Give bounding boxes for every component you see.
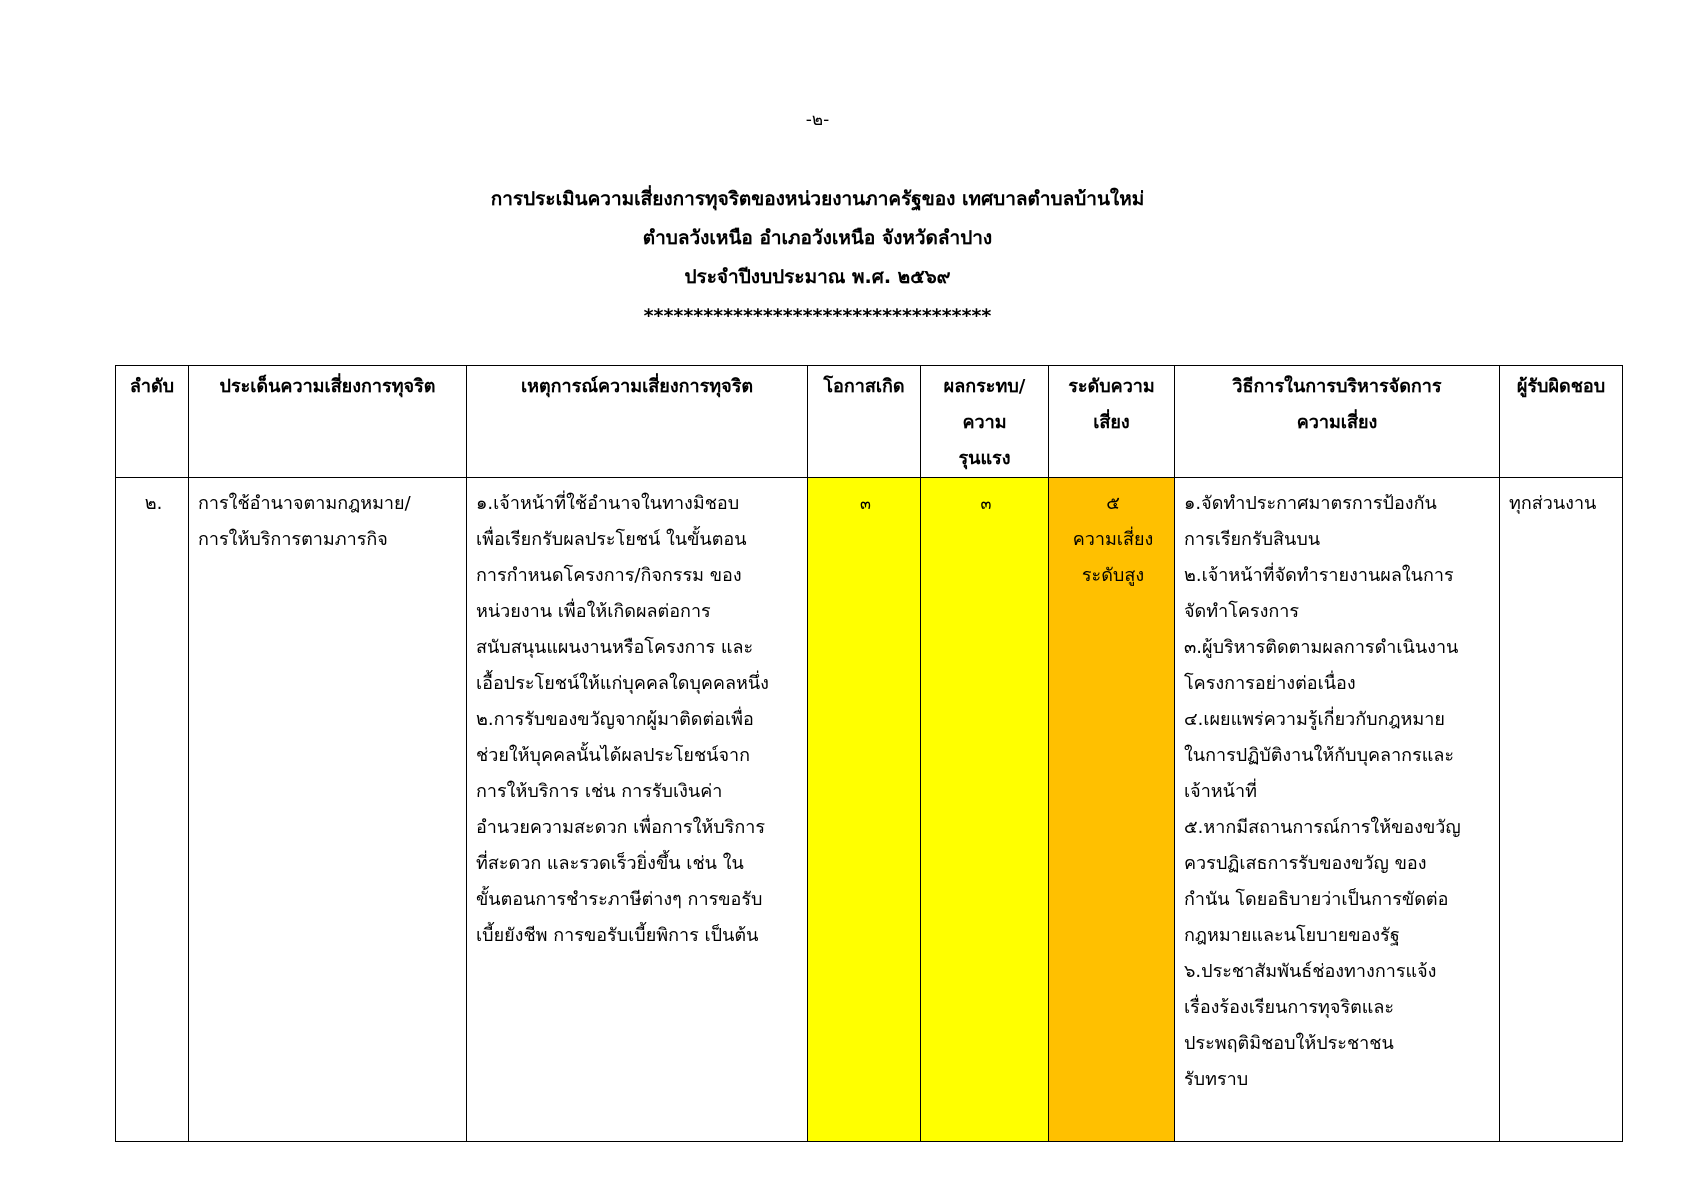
heading-line-3: ประจำปีงบประมาณ พ.ศ. ๒๕๖๙ [684, 266, 951, 288]
header-impact-line: ผลกระทบ/ [943, 376, 1026, 397]
cell-order: ๒. [116, 478, 189, 1142]
likelihood-score: ๓ [860, 494, 871, 513]
cell-likelihood [808, 478, 921, 1142]
cell-issue [189, 478, 467, 1142]
impact-score: ๓ [980, 494, 992, 513]
risk-level-text: ความเสี่ยง [1072, 529, 1154, 550]
event-line: ขั้นตอนการชำระภาษีต่างๆ การขอรับ [476, 889, 763, 910]
method-line: การเรียกรับสินบน [1184, 529, 1321, 550]
event-line: เพื่อเรียกรับผลประโยชน์ ในขั้นตอน [476, 529, 747, 550]
event-line: อำนวยความสะดวก เพื่อการให้บริการ [476, 817, 765, 838]
header-level [1049, 366, 1175, 478]
method-line: เจ้าหน้าที่ [1184, 781, 1257, 802]
method-line: ในการปฏิบัติงานให้กับบุคลากรและ [1184, 745, 1455, 766]
header-likelihood: โอกาสเกิด [808, 366, 921, 478]
issue-line: การใช้อำนาจตามกฎหมาย/ [198, 493, 411, 514]
event-line: เอื้อประโยชน์ให้แก่บุคคลใดบุคคลหนึ่ง [476, 673, 769, 694]
method-line: ๕.หากมีสถานการณ์การให้ของขวัญ [1184, 817, 1461, 838]
method-line: กฎหมายและนโยบายของรัฐ [1184, 925, 1400, 946]
header-order: ลำดับ [116, 366, 189, 478]
event-line: การกำหนดโครงการ/กิจกรรม ของ [476, 565, 742, 586]
header-owner: ผู้รับผิดชอบ [1500, 366, 1623, 478]
heading-separator: *********************************** [643, 305, 992, 327]
header-method [1175, 366, 1500, 478]
cell-method [1175, 478, 1500, 1142]
cell-risk-level [1049, 478, 1175, 1142]
method-line: ๖.ประชาสัมพันธ์ช่องทางการแจ้ง [1184, 961, 1437, 982]
header-impact-line: ความ [962, 412, 1007, 433]
table-row [116, 478, 1623, 1142]
cell-impact [921, 478, 1049, 1142]
header-level-line: ระดับความ [1068, 376, 1155, 397]
issue-line: การให้บริการตามภารกิจ [198, 529, 388, 550]
method-line: ๓.ผู้บริหารติดตามผลการดำเนินงาน [1184, 637, 1459, 658]
risk-level-text: ระดับสูง [1081, 565, 1145, 586]
event-line: สนับสนุนแผนงานหรือโครงการ และ [476, 637, 754, 658]
header-impact [921, 366, 1049, 478]
event-line: ช่วยให้บุคคลนั้นได้ผลประโยชน์จาก [476, 745, 751, 766]
event-line: ที่สะดวก และรวดเร็วยิ่งขึ้น เช่น ใน [476, 853, 744, 874]
header-event: เหตุการณ์ความเสี่ยงการทุจริต [467, 366, 808, 478]
event-line: ๑.เจ้าหน้าที่ใช้อำนาจในทางมิชอบ [476, 493, 740, 514]
page-number: -๒- [805, 110, 830, 130]
risk-level-score: ๕ [1106, 493, 1120, 514]
table-header-row [116, 366, 1623, 478]
risk-assessment-table [115, 365, 1623, 1142]
event-line: หน่วยงาน เพื่อให้เกิดผลต่อการ [476, 601, 711, 622]
document-heading [0, 180, 1635, 336]
method-line: ประพฤติมิชอบให้ประชาชน [1184, 1033, 1394, 1054]
event-line: การให้บริการ เช่น การรับเงินค่า [476, 781, 723, 802]
heading-line-1: การประเมินความเสี่ยงการทุจริตของหน่วยงานภาครัฐของ เทศบาลตำบลบ้านใหม่ [490, 188, 1145, 210]
method-line: รับทราบ [1184, 1069, 1249, 1090]
method-line: ๒.เจ้าหน้าที่จัดทำรายงานผลในการ [1184, 565, 1454, 586]
heading-line-2: ตำบลวังเหนือ อำเภอวังเหนือ จังหวัดลำปาง [642, 227, 993, 249]
method-line: จัดทำโครงการ [1184, 601, 1300, 622]
cell-event [467, 478, 808, 1142]
header-level-line: เสี่ยง [1093, 412, 1130, 433]
event-line: ๒.การรับของขวัญจากผู้มาติดต่อเพื่อ [476, 709, 754, 730]
method-line: เรื่องร้องเรียนการทุจริตและ [1184, 997, 1395, 1018]
header-issue: ประเด็นความเสี่ยงการทุจริต [189, 366, 467, 478]
header-impact-line: รุนแรง [958, 448, 1011, 469]
header-method-line: ความเสี่ยง [1296, 412, 1378, 433]
cell-owner: ทุกส่วนงาน [1500, 478, 1623, 1142]
method-line: โครงการอย่างต่อเนื่อง [1184, 673, 1356, 694]
method-line: ควรปฏิเสธการรับของขวัญ ของ [1184, 853, 1427, 874]
method-line: ๔.เผยแพร่ความรู้เกี่ยวกับกฎหมาย [1184, 709, 1445, 730]
method-line: ๑.จัดทำประกาศมาตรการป้องกัน [1184, 493, 1437, 514]
method-line: กำนัน โดยอธิบายว่าเป็นการขัดต่อ [1184, 889, 1449, 910]
event-line: เบี้ยยังชีพ การขอรับเบี้ยพิการ เป็นต้น [476, 925, 759, 946]
header-method-line: วิธีการในการบริหารจัดการ [1232, 376, 1442, 397]
